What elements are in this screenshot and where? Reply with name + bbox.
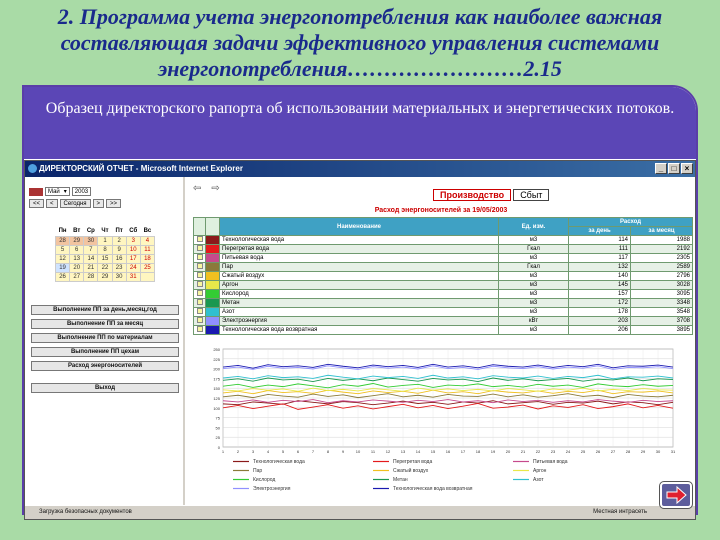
nav-workshops-plan-button[interactable]: Выполнение ПП цехам xyxy=(31,347,179,357)
x-tick-label: 27 xyxy=(610,449,616,454)
row-month: 2305 xyxy=(631,254,693,263)
header-per-month: за месяц xyxy=(631,227,693,236)
calendar-day[interactable]: 12 xyxy=(56,254,70,263)
y-tick-label: 25 xyxy=(215,435,220,441)
row-unit: м3 xyxy=(499,290,569,299)
back-arrow-icon[interactable]: ⇦ xyxy=(193,183,202,194)
calendar-day[interactable]: 24 xyxy=(126,263,140,272)
y-tick-label: 225 xyxy=(213,356,220,362)
legend-label: Кислород xyxy=(253,477,276,483)
calendar-day[interactable]: 26 xyxy=(56,272,70,281)
row-checkbox[interactable] xyxy=(194,317,206,326)
panel-subtitle: Образец директорского рапорта об использовании материальных и энергетических потоков. xyxy=(24,87,696,159)
row-checkbox[interactable] xyxy=(194,254,206,263)
arrow-right-icon xyxy=(662,484,690,506)
row-name: Технологическая вода xyxy=(220,236,499,245)
x-tick-label: 10 xyxy=(355,449,361,454)
row-name: Перегретая вода xyxy=(220,245,499,254)
next-slide-button[interactable] xyxy=(660,482,692,508)
calendar-day[interactable]: 23 xyxy=(112,263,126,272)
y-tick-label: 200 xyxy=(213,366,220,372)
x-tick-label: 17 xyxy=(460,449,466,454)
row-name: Кислород xyxy=(220,290,499,299)
calendar-day[interactable]: 2 xyxy=(112,236,126,245)
calendar-day[interactable]: 29 xyxy=(70,236,84,245)
status-text: Загрузка безопасных документов xyxy=(39,509,132,515)
series-color-swatch xyxy=(206,272,220,281)
checkbox-icon xyxy=(197,317,203,323)
series-color-swatch xyxy=(206,281,220,290)
weekday: Пт xyxy=(115,228,123,235)
tab-sales[interactable]: Сбыт xyxy=(513,189,549,201)
checkbox-icon xyxy=(197,254,203,260)
row-unit: м3 xyxy=(499,308,569,317)
energy-line-chart xyxy=(193,345,689,505)
report-title: Расход энергоносителей за 19/05/2003 xyxy=(374,207,508,214)
row-month: 3348 xyxy=(631,299,693,308)
x-tick-label: 2 xyxy=(236,449,240,454)
weekday: Ср xyxy=(86,228,95,235)
row-unit: м3 xyxy=(499,299,569,308)
checkbox-icon xyxy=(197,299,203,305)
x-tick-label: 31 xyxy=(670,449,676,454)
y-tick-label: 125 xyxy=(213,396,220,401)
header-name: Наименование xyxy=(220,218,499,236)
calendar-day[interactable]: 27 xyxy=(70,272,84,281)
nav-energy-consumption-button[interactable]: Расход энергоносителей xyxy=(31,361,179,371)
x-tick-label: 20 xyxy=(505,449,511,454)
next-month-button[interactable]: > xyxy=(93,199,105,208)
calendar-selectors xyxy=(29,187,91,196)
row-day: 178 xyxy=(569,308,631,317)
calendar-day[interactable]: 10 xyxy=(126,245,140,254)
nav-monthly-plan-button[interactable]: Выполнение ПП за месяц xyxy=(31,319,179,329)
calendar-day[interactable]: 1 xyxy=(98,236,112,245)
series-color-swatch xyxy=(206,308,220,317)
x-tick-label: 25 xyxy=(580,449,586,454)
browser-window xyxy=(24,160,696,520)
row-month: 3028 xyxy=(631,281,693,290)
x-tick-label: 7 xyxy=(311,449,315,454)
chevron-down-icon: ▾ xyxy=(63,188,67,195)
checkbox-icon xyxy=(197,236,203,242)
legend-label: Технологическая вода xyxy=(253,459,305,465)
row-checkbox[interactable] xyxy=(194,290,206,299)
row-checkbox[interactable] xyxy=(194,326,206,335)
row-day: 172 xyxy=(569,299,631,308)
prev-month-button[interactable]: < xyxy=(46,199,58,208)
next-year-button[interactable]: >> xyxy=(106,199,121,208)
checkbox-icon xyxy=(197,263,203,269)
row-unit: м3 xyxy=(499,326,569,335)
status-bar xyxy=(25,505,696,519)
row-month: 3895 xyxy=(631,326,693,335)
calendar-day[interactable]: 16 xyxy=(112,254,126,263)
y-tick-label: 175 xyxy=(213,376,220,382)
series-color-swatch xyxy=(206,299,220,308)
calendar-day[interactable]: 25 xyxy=(140,263,154,272)
calendar-day[interactable]: 17 xyxy=(126,254,140,263)
row-day: 114 xyxy=(569,236,631,245)
x-tick-label: 14 xyxy=(415,449,421,454)
maximize-button[interactable]: □ xyxy=(668,163,680,174)
x-tick-label: 12 xyxy=(385,449,391,454)
row-name: Сжатый воздух xyxy=(220,272,499,281)
x-tick-label: 5 xyxy=(281,449,285,454)
report-pane xyxy=(185,177,696,507)
x-tick-label: 8 xyxy=(326,449,330,454)
close-button[interactable]: × xyxy=(681,163,693,174)
calendar-icon xyxy=(29,188,43,196)
energy-table xyxy=(193,217,693,335)
row-unit: м3 xyxy=(499,254,569,263)
series-color-swatch xyxy=(206,326,220,335)
calendar-day[interactable]: 30 xyxy=(84,236,98,245)
nav-daily-plan-button[interactable]: Выполнение ПП за день,месяц,год xyxy=(31,305,179,315)
table-row[interactable] xyxy=(194,236,693,245)
x-tick-label: 18 xyxy=(475,449,481,454)
calendar-day[interactable]: 29 xyxy=(98,272,112,281)
calendar-day[interactable]: 7 xyxy=(84,245,98,254)
row-month: 2796 xyxy=(631,272,693,281)
y-tick-label: 0 xyxy=(217,445,220,450)
row-day: 111 xyxy=(569,245,631,254)
weekday: Чт xyxy=(101,228,109,235)
window-titlebar xyxy=(25,161,695,177)
y-tick-label: 150 xyxy=(213,386,220,392)
ie-logo-icon xyxy=(28,164,37,173)
calendar-day[interactable]: 11 xyxy=(140,245,154,254)
row-day: 145 xyxy=(569,281,631,290)
table-row[interactable] xyxy=(194,254,693,263)
x-tick-label: 24 xyxy=(565,449,571,454)
table-row[interactable] xyxy=(194,290,693,299)
x-tick-label: 26 xyxy=(595,449,601,454)
series-color-swatch xyxy=(206,236,220,245)
calendar-day[interactable]: 28 xyxy=(84,272,98,281)
legend-label: Сжатый воздух xyxy=(393,468,429,474)
header-color xyxy=(206,218,220,236)
header-check xyxy=(194,218,206,236)
calendar-day[interactable]: 31 xyxy=(126,272,140,281)
calendar-day[interactable]: 4 xyxy=(140,236,154,245)
row-day: 132 xyxy=(569,263,631,272)
row-month: 2192 xyxy=(631,245,693,254)
exit-button[interactable]: Выход xyxy=(31,383,179,393)
x-tick-label: 11 xyxy=(370,449,376,454)
row-name: Технологическая вода возвратная xyxy=(220,326,499,335)
row-name: Электроэнергия xyxy=(220,317,499,326)
zone-text: Местная интрасеть xyxy=(593,509,647,515)
x-tick-label: 9 xyxy=(341,449,345,454)
checkbox-icon xyxy=(197,326,203,332)
calendar-day[interactable]: 5 xyxy=(56,245,70,254)
calendar-day[interactable]: 20 xyxy=(70,263,84,272)
calendar-day[interactable]: 30 xyxy=(112,272,126,281)
row-checkbox[interactable] xyxy=(194,263,206,272)
calendar-day[interactable]: 21 xyxy=(84,263,98,272)
calendar-day[interactable]: 9 xyxy=(112,245,126,254)
table-row[interactable] xyxy=(194,272,693,281)
table-row[interactable] xyxy=(194,245,693,254)
x-tick-label: 16 xyxy=(445,449,451,454)
weekday: Пн xyxy=(58,228,67,235)
y-tick-label: 250 xyxy=(213,347,220,352)
x-tick-label: 15 xyxy=(430,449,436,454)
window-title: ДИРЕКТОРСКИЙ ОТЧЕТ - Microsoft Internet Explorer xyxy=(39,164,243,173)
y-tick-label: 75 xyxy=(215,415,220,421)
calendar-day[interactable]: 6 xyxy=(70,245,84,254)
checkbox-icon xyxy=(197,272,203,278)
y-tick-label: 100 xyxy=(213,405,220,411)
table-row[interactable] xyxy=(194,281,693,290)
row-day: 117 xyxy=(569,254,631,263)
x-tick-label: 13 xyxy=(400,449,406,454)
row-unit: Гкал xyxy=(499,245,569,254)
x-tick-label: 22 xyxy=(535,449,541,454)
legend-label: Электроэнергия xyxy=(253,486,291,492)
row-checkbox[interactable] xyxy=(194,245,206,254)
row-day: 203 xyxy=(569,317,631,326)
row-checkbox[interactable] xyxy=(194,308,206,317)
row-unit: Гкал xyxy=(499,263,569,272)
series-color-swatch xyxy=(206,290,220,299)
checkbox-icon xyxy=(197,308,203,314)
x-tick-label: 4 xyxy=(266,449,270,454)
row-day: 140 xyxy=(569,272,631,281)
row-month: 3548 xyxy=(631,308,693,317)
minimize-button[interactable]: _ xyxy=(655,163,667,174)
row-day: 206 xyxy=(569,326,631,335)
table-row[interactable] xyxy=(194,299,693,308)
nav-materials-plan-button[interactable]: Выполнение ПП по материалам xyxy=(31,333,179,343)
row-month: 1988 xyxy=(631,236,693,245)
checkbox-icon xyxy=(197,281,203,287)
x-tick-label: 3 xyxy=(251,449,255,454)
table-row[interactable] xyxy=(194,308,693,317)
weekday: Вс xyxy=(143,228,152,235)
calendar-day-selected[interactable]: 19 xyxy=(56,263,70,272)
row-checkbox[interactable] xyxy=(194,272,206,281)
legend-label: Азот xyxy=(533,477,544,483)
x-tick-label: 30 xyxy=(655,449,661,454)
series-color-swatch xyxy=(206,254,220,263)
row-name: Пар xyxy=(220,263,499,272)
calendar-day[interactable]: 15 xyxy=(98,254,112,263)
x-tick-label: 23 xyxy=(550,449,556,454)
tab-production[interactable]: Производство xyxy=(433,189,511,201)
row-unit: кВт xyxy=(499,317,569,326)
calendar-day[interactable]: 14 xyxy=(84,254,98,263)
forward-arrow-icon[interactable]: ⇨ xyxy=(211,183,220,194)
x-tick-label: 19 xyxy=(490,449,496,454)
row-checkbox[interactable] xyxy=(194,236,206,245)
checkbox-icon xyxy=(197,245,203,251)
prev-year-button[interactable]: << xyxy=(29,199,44,208)
row-name: Азот xyxy=(220,308,499,317)
calendar-nav xyxy=(29,199,121,208)
weekday: Вт xyxy=(73,228,81,235)
calendar-day[interactable]: 28 xyxy=(56,236,70,245)
x-tick-label: 29 xyxy=(640,449,646,454)
calendar-day[interactable]: 3 xyxy=(126,236,140,245)
legend-label: Перегретая вода xyxy=(393,459,433,465)
calendar-day[interactable]: 8 xyxy=(98,245,112,254)
x-tick-label: 21 xyxy=(520,449,526,454)
row-month: 3095 xyxy=(631,290,693,299)
row-name: Аргон xyxy=(220,281,499,290)
row-name: Питьевая вода xyxy=(220,254,499,263)
legend-label: Питьевая вода xyxy=(533,459,568,465)
row-day: 157 xyxy=(569,290,631,299)
row-month: 3708 xyxy=(631,317,693,326)
checkbox-icon xyxy=(197,290,203,296)
left-pane xyxy=(25,177,183,507)
header-unit: Ед. изм. xyxy=(499,218,569,236)
header-per-day: за день xyxy=(569,227,631,236)
weekday: Сб xyxy=(129,228,138,235)
row-checkbox[interactable] xyxy=(194,281,206,290)
x-tick-label: 28 xyxy=(625,449,631,454)
calendar-day[interactable] xyxy=(140,272,154,281)
row-unit: м3 xyxy=(499,281,569,290)
calendar-day[interactable]: 13 xyxy=(70,254,84,263)
series-color-swatch xyxy=(206,263,220,272)
x-tick-label: 1 xyxy=(221,449,225,454)
legend-label: Метан xyxy=(393,477,408,483)
row-month: 2589 xyxy=(631,263,693,272)
legend-label: Технологическая вода возвратная xyxy=(393,486,473,492)
today-button[interactable]: Сегодня xyxy=(60,199,91,208)
y-tick-label: 50 xyxy=(215,425,220,431)
series-color-swatch xyxy=(206,317,220,326)
table-row[interactable] xyxy=(194,263,693,272)
row-checkbox[interactable] xyxy=(194,299,206,308)
row-unit: м3 xyxy=(499,236,569,245)
row-unit: м3 xyxy=(499,272,569,281)
year-field[interactable]: 2003 xyxy=(72,187,91,196)
legend-label: Пар xyxy=(253,468,263,474)
legend-label: Аргон xyxy=(533,468,547,474)
slide-title: 2. Программа учета энергопотребления как наиболее важная составляющая задачи эффективного управления системами энергопотребления……………………2.15 xyxy=(57,4,663,81)
calendar-day[interactable]: 18 xyxy=(140,254,154,263)
series-color-swatch xyxy=(206,245,220,254)
header-consumption: Расход xyxy=(569,218,693,227)
table-row[interactable] xyxy=(194,317,693,326)
month-select[interactable]: Май ▾ xyxy=(45,187,70,196)
calendar-grid xyxy=(55,227,155,282)
row-name: Метан xyxy=(220,299,499,308)
calendar-day[interactable]: 22 xyxy=(98,263,112,272)
table-row[interactable] xyxy=(194,326,693,335)
x-tick-label: 6 xyxy=(296,449,300,454)
